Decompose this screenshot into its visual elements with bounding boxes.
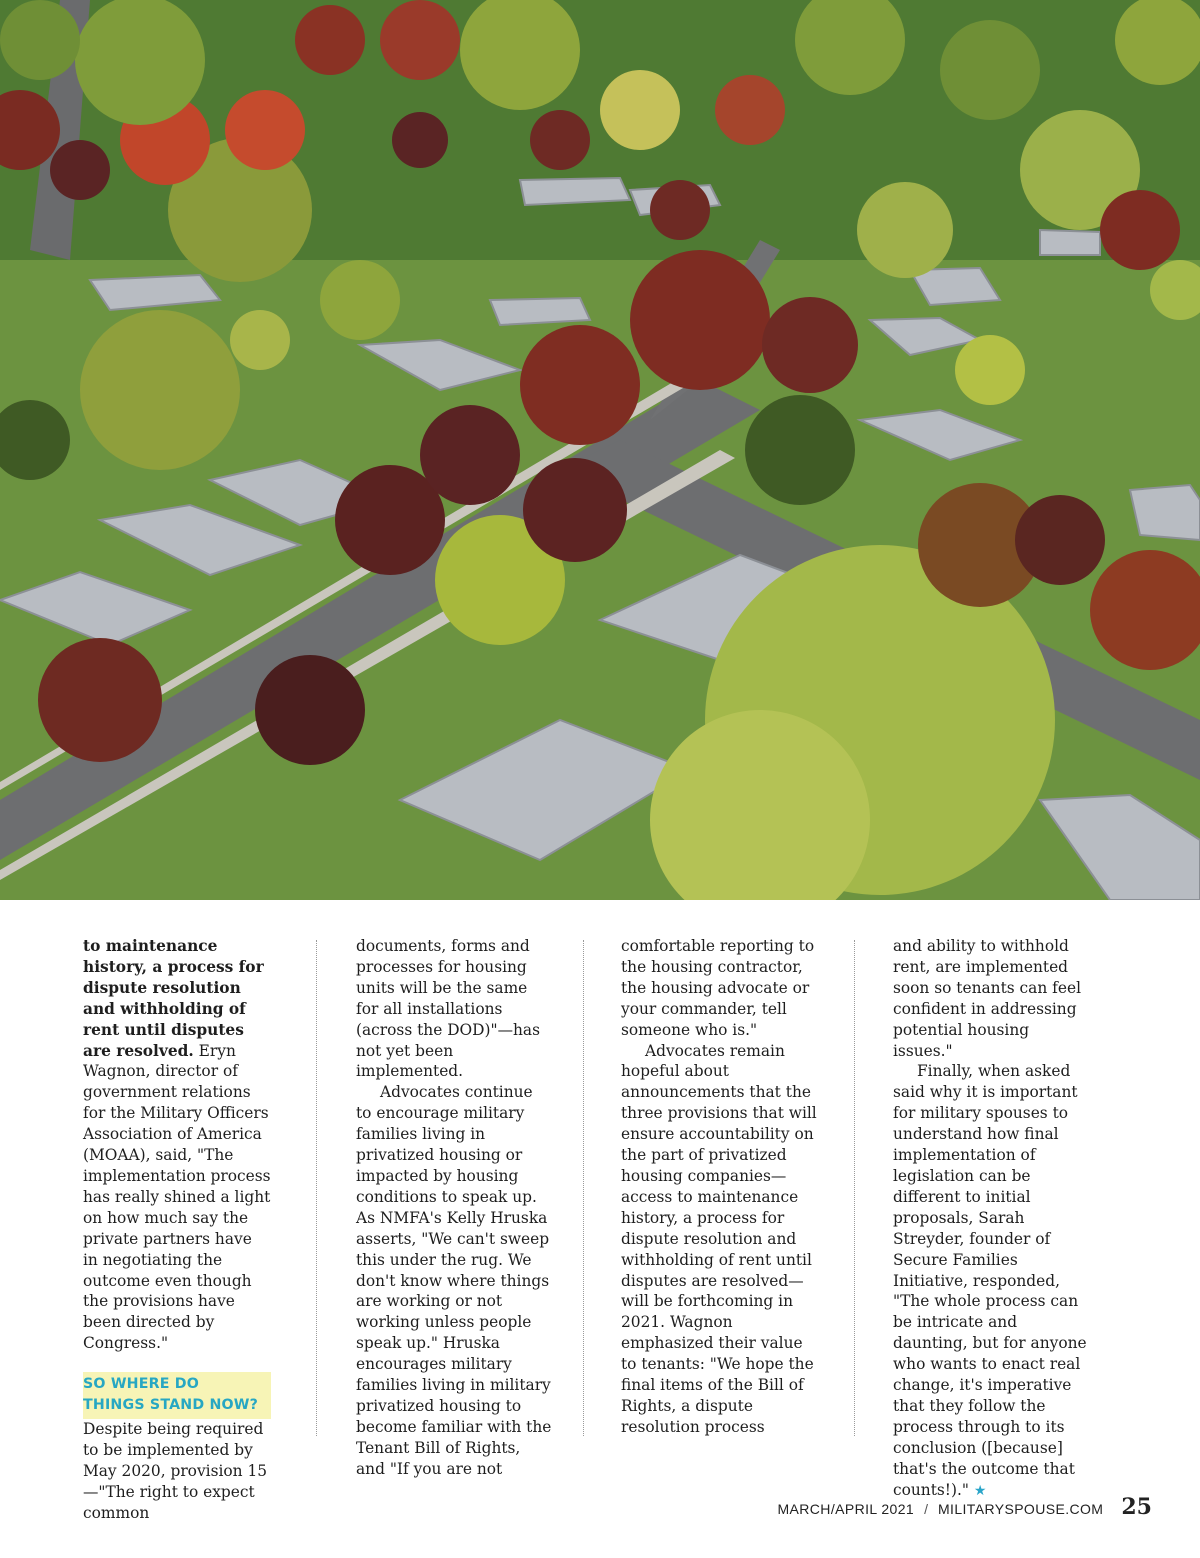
paragraph-text: Finally, when asked said why it is important for military spouses to understand how final implementation of legislation can be different to initial proposals, Sarah Streyder, founder of Secure Families Initiative, responded, "The whole process can be intricate and daunting, but for anyone who wants to enact real change, it's imperative that they follow the process through to its conclusion ([because] that's the outcome that counts!)." [893,1062,1087,1499]
end-mark-star-icon: ★ [973,1482,987,1499]
page-footer [777,1494,1152,1520]
paragraph: Advocates continue to encourage military families living in privatized housing or impacted by housing conditions to speak up. As NMFA's Kelly Hruska asserts, "We can't sweep this under the rug. We don't know where things are working or not working unless people speak up." Hruska encourages military families living in military privatized housing to become familiar with the Tenant Bill of Rights, and "If you are not [356,1083,552,1478]
paragraph [893,1061,1089,1501]
paragraph: Despite being required to be implemented by May 2020, provision 15—"The right to expect common [83,1420,268,1522]
paragraph: documents, forms and processes for housing units will be the same for all installations (across the DOD)"—has not yet been implemented. [356,937,540,1081]
issue-date: MARCH/APRIL 2021 [777,1501,915,1517]
column-divider [583,940,584,1436]
column-divider [854,940,855,1436]
website-link[interactable]: MILITARYSPOUSE.COM [937,1501,1104,1517]
footer-separator: / [924,1501,928,1517]
paragraph: and ability to withhold rent, are implemented soon so tenants can feel confident in addressing potential housing issues." [893,937,1081,1060]
column-divider [316,940,317,1436]
paragraph [83,936,271,1354]
paragraph-text: Eryn Wagnon, director of government relations for the Military Officers Association of America (MOAA), said, "The implementation process has really shined a light on how much say the private partners have in negotiating the outcome even though the provisions have been directed by Congress." [83,1041,271,1353]
page-number: 25 [1121,1494,1152,1520]
section-subhead: SO WHERE DO THINGS STAND NOW? [83,1372,271,1419]
article-column-3 [621,936,817,1438]
article-column-1 [83,936,271,1524]
article-column-2 [356,936,552,1480]
bold-lead-in: to maintenance history, a process for dispute resolution and withholding of rent until disputes are resolved. [83,937,264,1060]
article-column-4 [893,936,1089,1501]
paragraph: comfortable reporting to the housing contractor, the housing advocate or your commander, tell someone who is." [621,937,815,1039]
paragraph: Advocates remain hopeful about announcements that the three provisions that will ensure accountability on the part of privatized housing companies—access to maintenance history, a process for dispute resolution and withholding of rent until disputes are resolved—will be forthcoming in 2021. Wagnon emphasized their value to tenants: "We hope the final items of the Bill of Rights, a dispute resolution process [621,1041,817,1436]
